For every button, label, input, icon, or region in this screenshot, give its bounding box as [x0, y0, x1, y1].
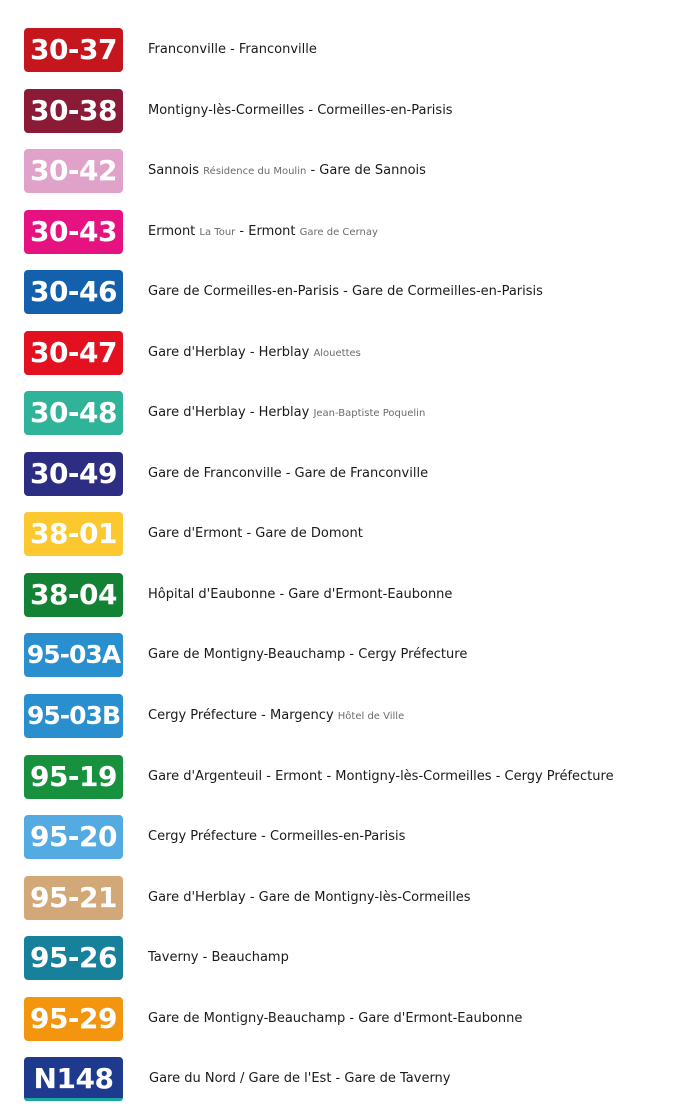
line-number-badge: 95-26 [24, 936, 123, 980]
line-number-badge: 30-42 [24, 149, 123, 193]
stop-name: Gare de Montigny-Beauchamp - Cergy Préfecture [148, 647, 468, 663]
stop-name: Gare de Franconville - Gare de Franconville [148, 465, 429, 481]
line-number-badge: N148 [24, 1057, 123, 1101]
stop-detail: Hôtel de Ville [337, 711, 405, 723]
route-description [149, 1057, 451, 1101]
route-description [148, 694, 404, 738]
bus-line-row[interactable] [0, 149, 680, 210]
bus-line-row[interactable] [0, 28, 680, 89]
bus-line-row[interactable] [0, 331, 680, 392]
route-description [148, 936, 289, 980]
line-number-badge: 38-01 [24, 512, 123, 556]
bus-line-row[interactable] [0, 270, 680, 331]
line-number-badge: 95-21 [24, 876, 123, 920]
stop-name: Sannois [148, 163, 204, 179]
line-number-badge: 30-47 [24, 331, 123, 375]
stop-name: Montigny-lès-Cormeilles - Cormeilles-en-Parisis [148, 102, 453, 118]
route-description [148, 210, 378, 254]
line-number-badge: 30-37 [24, 28, 123, 72]
bus-line-row[interactable] [0, 452, 680, 513]
stop-name: Gare d'Herblay - Gare de Montigny-lès-Cormeilles [148, 889, 471, 905]
stop-name: Gare d'Argenteuil - Ermont - Montigny-lès-Cormeilles - Cergy Préfecture [148, 768, 614, 784]
bus-line-row[interactable] [0, 210, 680, 271]
bus-line-row[interactable] [0, 89, 680, 150]
stop-name: Gare de Montigny-Beauchamp - Gare d'Ermont-Eaubonne [148, 1010, 523, 1026]
route-description [148, 331, 361, 375]
bus-line-row[interactable] [0, 755, 680, 816]
stop-name: Cergy Préfecture - Cormeilles-en-Parisis [148, 829, 406, 845]
bus-line-row[interactable] [0, 997, 680, 1058]
stop-name: Hôpital d'Eaubonne - Gare d'Ermont-Eaubonne [148, 586, 453, 602]
stop-detail: Gare de Cernay [299, 226, 378, 238]
stop-name: Taverny - Beauchamp [148, 950, 289, 966]
line-number-badge: 30-38 [24, 89, 123, 133]
bus-line-row[interactable] [0, 815, 680, 876]
stop-name: Franconville - Franconville [148, 42, 317, 57]
line-number-badge: 95-03B [24, 694, 123, 738]
bus-line-row[interactable] [0, 936, 680, 997]
stop-name: Gare de Cormeilles-en-Parisis - Gare de Cormeilles-en-Parisis [148, 284, 543, 300]
stop-name: Gare d'Herblay - Herblay [148, 405, 314, 421]
stop-name: Cergy Préfecture - Margency [148, 708, 338, 724]
route-description [148, 28, 317, 72]
route-description [148, 391, 425, 435]
line-number-badge: 30-49 [24, 452, 123, 496]
bus-line-row[interactable] [0, 694, 680, 755]
route-description [148, 149, 426, 193]
stop-name: - Ermont [235, 223, 300, 239]
route-description [148, 633, 467, 677]
bus-line-row[interactable] [0, 633, 680, 694]
line-number-badge: 30-46 [24, 270, 123, 314]
line-number-badge: 30-43 [24, 210, 123, 254]
line-number-badge: 38-04 [24, 573, 123, 617]
stop-name: Gare d'Ermont - Gare de Domont [148, 526, 363, 542]
bus-line-row[interactable] [0, 512, 680, 573]
stop-detail: Résidence du Moulin [203, 166, 307, 178]
route-description [148, 815, 405, 859]
bus-line-row[interactable] [0, 573, 680, 634]
stop-name: Ermont [148, 223, 200, 239]
route-description [148, 452, 428, 496]
badge-accent-stripe [24, 1098, 123, 1101]
line-number-badge: 95-20 [24, 815, 123, 859]
stop-name: Gare du Nord / Gare de l'Est - Gare de Taverny [149, 1071, 451, 1087]
bus-line-row[interactable] [0, 1057, 680, 1118]
stop-detail: Jean-Baptiste Poquelin [313, 408, 426, 420]
bus-line-row[interactable] [0, 876, 680, 937]
route-description [148, 997, 522, 1041]
line-number-badge: 95-03A [24, 633, 123, 677]
route-description [148, 876, 471, 920]
bus-line-row[interactable] [0, 391, 680, 452]
bus-line-list [0, 28, 680, 1118]
line-number-badge: 30-48 [24, 391, 123, 435]
route-description [148, 512, 363, 556]
stop-detail: Alouettes [313, 347, 361, 359]
line-number-badge: 95-19 [24, 755, 123, 799]
stop-detail: La Tour [199, 226, 236, 238]
stop-name: Gare d'Herblay - Herblay [148, 344, 314, 360]
line-number-badge: 95-29 [24, 997, 123, 1041]
route-description [148, 270, 543, 314]
route-description [148, 755, 614, 799]
stop-name: - Gare de Sannois [306, 163, 426, 179]
route-description [148, 573, 452, 617]
route-description [148, 89, 453, 133]
